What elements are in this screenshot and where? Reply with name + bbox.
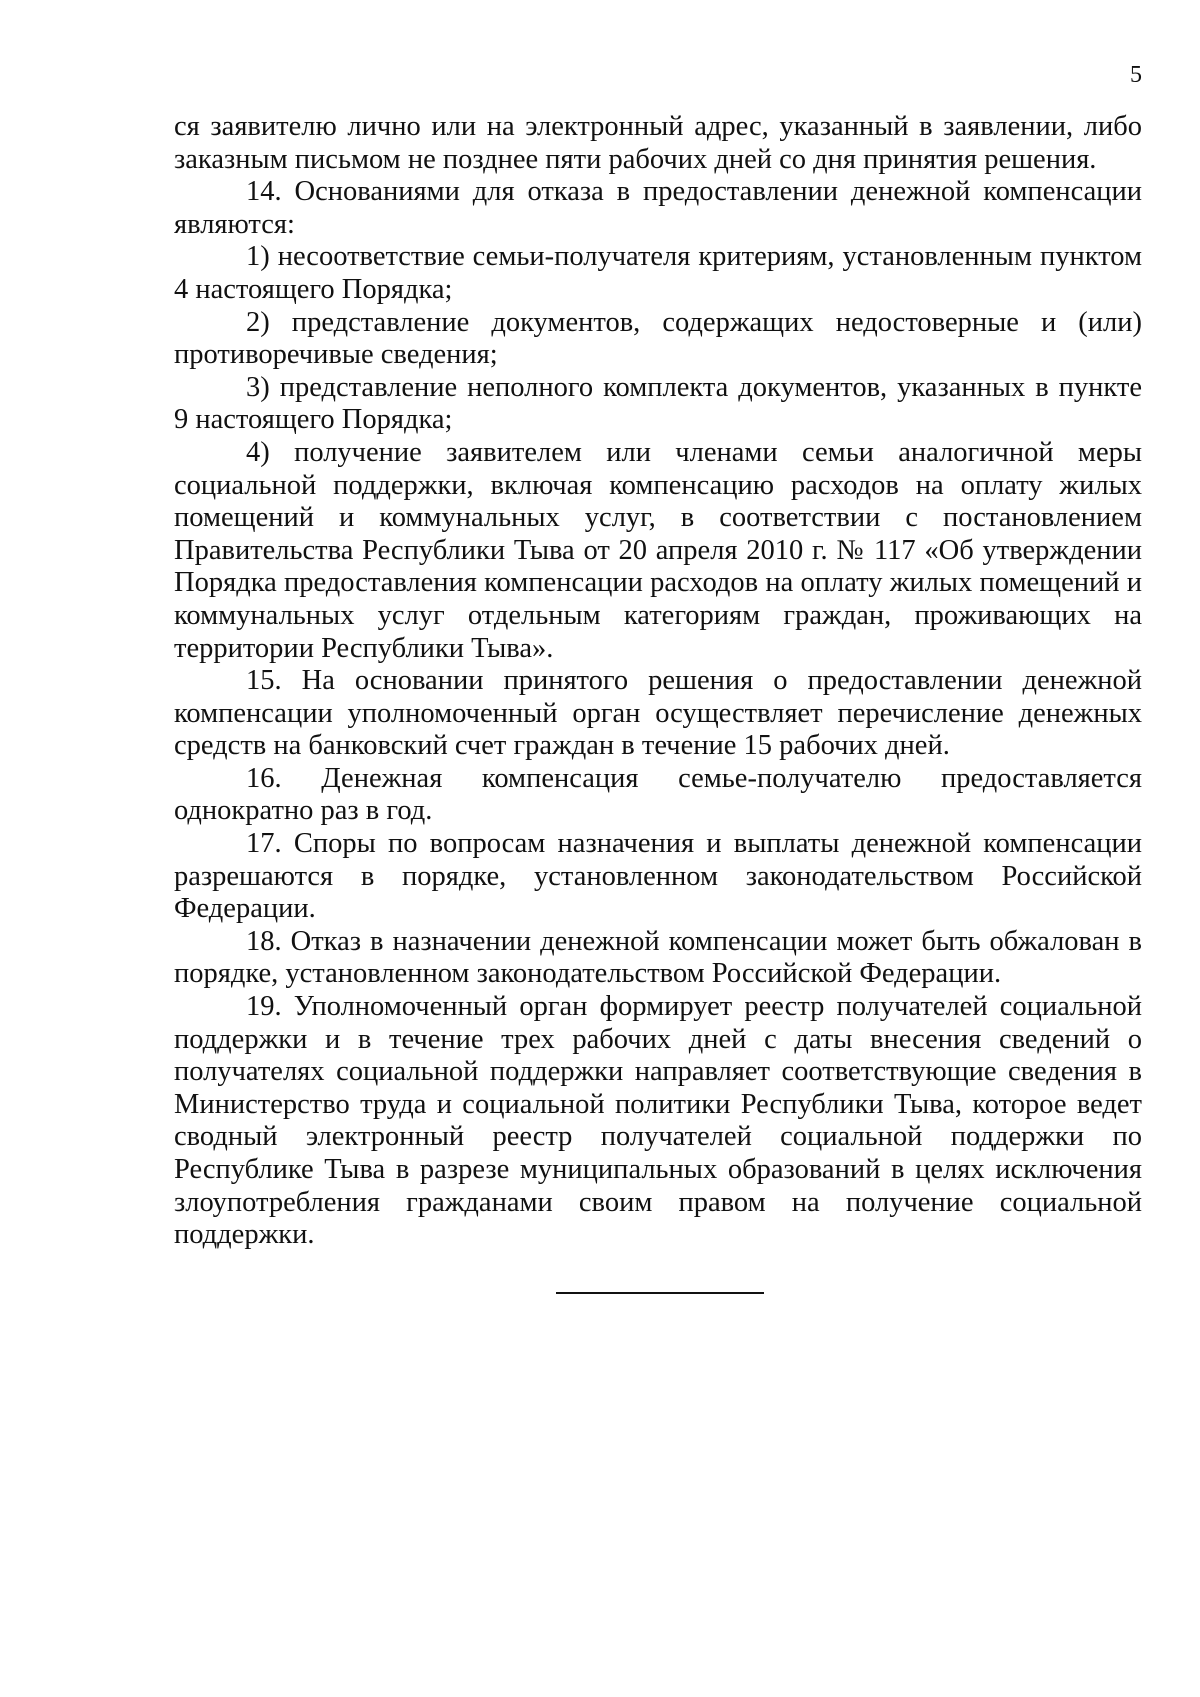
paragraph-19: 19. Уполномоченный орган формирует реестр получателей социальной поддержки и в течение трех рабочих дней с даты внесения сведений о получателях социальной поддержки направляет соответствующие сведения в Министерство труда и социальной политики Республики Тыва, которое ведет сводный электронный реестр получателей социальной поддержки по Республике Тыва в разрезе муниципальных образований в целях исключения злоупотребления гражданами своим правом на получение социальной поддержки. <box>174 991 1142 1251</box>
paragraph-17: 17. Споры по вопросам назначения и выплаты денежной компенсации разрешаются в порядке, установленном законодательством Российской Федерации. <box>174 828 1142 925</box>
paragraph-14: 14. Основаниями для отказа в предоставлении денежной компенсации являются: <box>174 176 1142 240</box>
paragraph-16: 16. Денежная компенсация семье-получателю предоставляется однократно раз в год. <box>174 762 1142 827</box>
paragraph-14-item-2: 2) представление документов, содержащих недостоверные и (или) противоречивые сведения; <box>174 306 1142 371</box>
paragraph-18: 18. Отказ в назначении денежной компенсации может быть обжалован в порядке, установленном законодательством Российской Федерации. <box>174 925 1142 990</box>
paragraph-15: 15. На основании принятого решения о предоставлении денежной компенсации уполномоченный орган осуществляет перечисление денежных средств на банковский счет граждан в течение 15 рабочих дней. <box>174 665 1142 762</box>
document-body <box>174 111 1142 1252</box>
paragraph-14-item-1: 1) несоответствие семьи-получателя критериям, установленным пунктом 4 настоящего Порядка; <box>174 241 1142 305</box>
end-divider-line <box>556 1292 764 1294</box>
page-number: 5 <box>1130 62 1142 88</box>
paragraph-continuation: ся заявителю лично или на электронный адрес, указанный в заявлении, либо заказным письмом не позднее пяти рабочих дней со дня принятия решения. <box>174 111 1142 175</box>
paragraph-14-item-3: 3) представление неполного комплекта документов, указанных в пункте 9 настоящего Порядка; <box>174 371 1142 436</box>
paragraph-14-item-4: 4) получение заявителем или членами семьи аналогичной меры социальной поддержки, включая компенсацию расходов на оплату жилых помещений и коммунальных услуг, в соответствии с постановлением Правительства Республики Тыва от 20 апреля 2010 г. № 117 «Об утверждении Порядка предоставления компенсации расходов на оплату жилых помещений и коммунальных услуг отдельным категориям граждан, проживающих на территории Республики Тыва». <box>174 436 1142 664</box>
